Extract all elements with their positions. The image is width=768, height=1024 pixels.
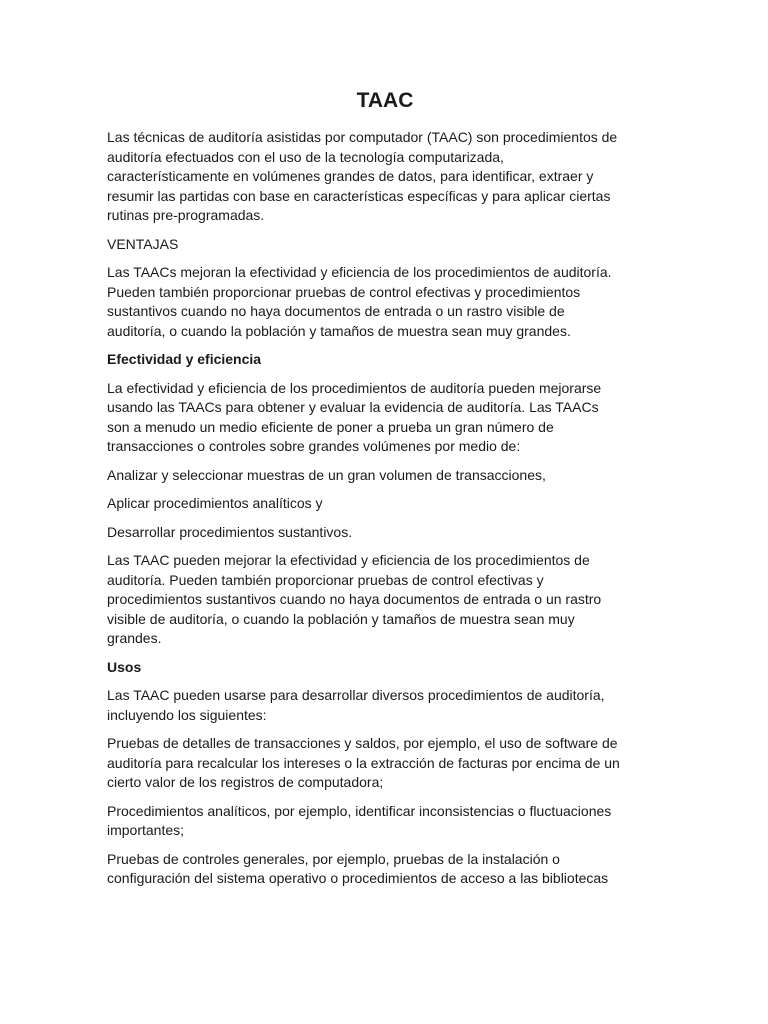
usos-item-procedimientos-analiticos: Procedimientos analíticos, por ejemplo, identificar inconsistencias o fluctuaciones importantes; [107, 802, 612, 838]
list-item-aplicar: Aplicar procedimientos analíticos y [107, 495, 323, 511]
list-item-desarrollar: Desarrollar procedimientos sustantivos. [107, 523, 353, 540]
usos-item-pruebas-controles: Pruebas de controles generales, por ejemplo, pruebas de la instalación o configuración del sistema operativo o procedimientos de acceso a las bibliotecas [107, 850, 609, 886]
ventajas-paragraph: Las TAACs mejoran la efectividad y eficiencia de los procedimientos de auditoría. Pueden también proporcionar pruebas de control efectivas y procedimientos sustantivos cuando no haya documentos de entrada o un rastro visible de auditoría, o cuando la población y tamaños de muestra sean muy grandes. [107, 264, 612, 339]
ventajas-label: VENTAJAS [107, 235, 179, 252]
intro-paragraph: Las técnicas de auditoría asistidas por computador (TAAC) son procedimientos de auditoría efectuados con el uso de la tecnología computarizada, característicamente en volúmenes grandes de datos, para identificar, extraer y resumir las partidas con base en características específicas y para aplicar ciertas rutinas pre-programadas. [107, 129, 618, 223]
section-heading-usos: Usos [107, 658, 142, 675]
efectividad-paragraph: La efectividad y eficiencia de los procedimientos de auditoría pueden mejorarse usando las TAACs para obtener y evaluar la evidencia de auditoría. Las TAACs son a menudo un medio eficiente de poner a prueba un gran número de transacciones o controles sobre grandes volúmenes por medio de: [107, 379, 602, 454]
section-heading-efectividad: Efectividad y eficiencia [107, 351, 262, 367]
mejora-paragraph: Las TAAC pueden mejorar la efectividad y eficiencia de los procedimientos de auditoría. Pueden también proporcionar pruebas de control efectivas y procedimientos sustantivos cuando no haya documentos de entrada o un rastro visible de auditoría, o cuando la población y tamaños de muestra sean muy grandes. [107, 552, 602, 646]
document-title: TAAC [356, 89, 414, 112]
document-page [107, 88, 663, 898]
usos-paragraph: Las TAAC pueden usarse para desarrollar diversos procedimientos de auditoría, incluyendo los siguientes: [107, 687, 605, 723]
list-item-analizar: Analizar y seleccionar muestras de un gran volumen de transacciones, [107, 466, 546, 483]
usos-item-pruebas-detalles: Pruebas de detalles de transacciones y saldos, por ejemplo, el uso de software de auditoría para recalcular los intereses o la extracción de facturas por encima de un cierto valor de los registros de computadora; [107, 735, 620, 790]
